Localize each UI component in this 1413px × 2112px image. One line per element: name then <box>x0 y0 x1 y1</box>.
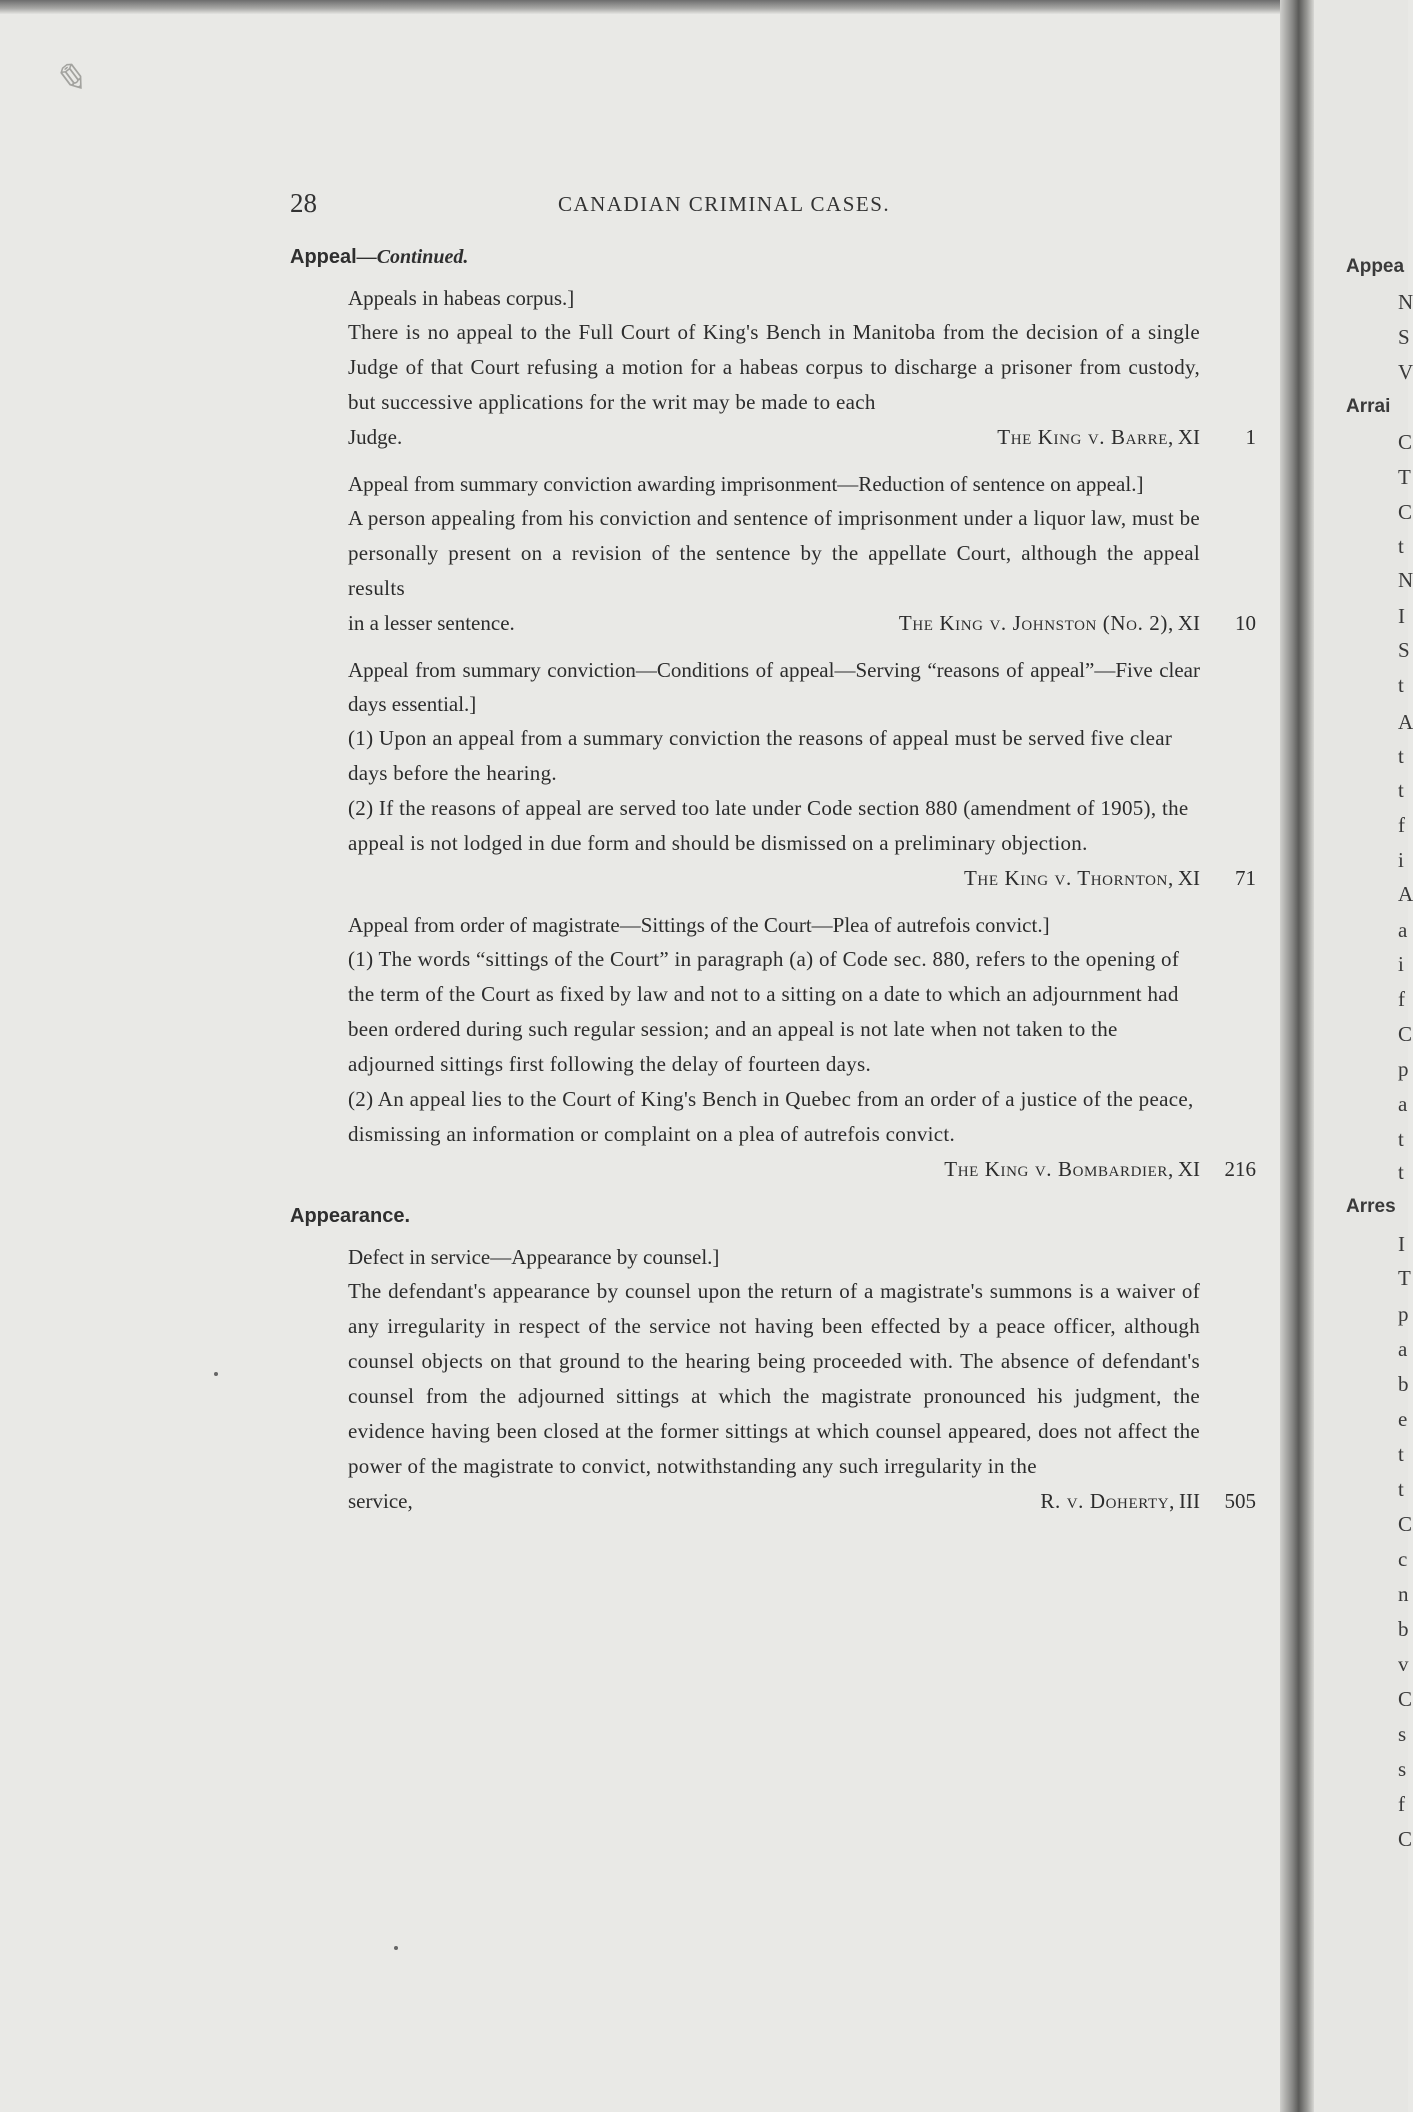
citation-reference <box>944 1152 1200 1187</box>
report-page-number: 71 <box>1235 866 1256 890</box>
case-name: The King v. Johnston (No. 2), <box>898 611 1174 635</box>
digest-entry <box>348 1240 1256 1519</box>
facing-page-letter: f <box>1398 1792 1405 1816</box>
page-number: 28 <box>290 188 317 218</box>
report-page-number: 1 <box>1245 425 1256 449</box>
entry-headnote: Appeals in habeas corpus.] <box>348 286 575 310</box>
digest-section <box>290 1205 1280 1519</box>
entry-paragraph: (2) An appeal lies to the Court of King's Bench in Quebec from an order of a justice of the peace, dismissing an information or complaint on a plea of autrefois convict. <box>348 1087 1194 1146</box>
digest-entry <box>348 908 1256 1187</box>
case-name: R. v. Doherty, <box>1040 1489 1176 1513</box>
facing-page-letter: e <box>1398 1407 1408 1431</box>
facing-page-letter: C <box>1398 1827 1413 1851</box>
citation-reference <box>997 420 1200 455</box>
volume-number: XI <box>1177 611 1200 635</box>
scan-speck <box>214 1372 218 1376</box>
case-citation <box>348 1152 1256 1187</box>
margin-pencil-mark: ✎ <box>52 56 86 102</box>
digest-entry <box>348 467 1256 641</box>
facing-page-letter: a <box>1398 1092 1408 1116</box>
report-page-number: 10 <box>1235 611 1256 635</box>
case-citation <box>348 420 1256 455</box>
entry-paragraph: (2) If the reasons of appeal are served too late under Code section 880 (amendment of 1905), the appeal is not lodged in due form and should be dismissed on a preliminary objection. <box>348 796 1189 855</box>
facing-page-letter: t <box>1398 1442 1404 1466</box>
facing-page-letter: s <box>1398 1722 1407 1746</box>
scan-edge <box>0 0 1408 14</box>
entry-paragraph: A person appealing from his conviction and sentence of imprisonment under a liquor law, must be personally present on a revision of the sentence by the appellate Court, although the appeal results <box>348 506 1200 600</box>
book-gutter <box>1280 0 1314 2112</box>
volume-number: XI <box>1177 425 1200 449</box>
entry-headnote: Appeal from order of magistrate—Sittings of the Court—Plea of autrefois convict.] <box>348 913 1050 937</box>
facing-page-letter: T <box>1398 465 1411 489</box>
facing-page-letter: N <box>1398 568 1413 592</box>
facing-page-heading: Arres <box>1346 1196 1396 1217</box>
scan-speck <box>394 1946 398 1950</box>
digest-entry <box>348 653 1256 896</box>
facing-page-letter: C <box>1398 1512 1413 1536</box>
entry-paragraph: (1) The words “sittings of the Court” in paragraph (a) of Code sec. 880, refers to the opening of the term of the Court as fixed by law and not to a sitting on a date to which an adjournment had been ordered during such regular session; and an appeal is not late when not taken to the adjourned sittings first following the delay of fourteen days. <box>348 947 1180 1076</box>
facing-page-letter: a <box>1398 1337 1408 1361</box>
facing-page-letter: A <box>1398 882 1413 906</box>
case-citation <box>348 861 1256 896</box>
section-heading <box>290 246 1280 269</box>
facing-page-letter: C <box>1398 1687 1413 1711</box>
facing-page-letter: b <box>1398 1372 1409 1396</box>
entry-paragraph: The defendant's appearance by counsel upon the return of a magistrate's summons is a waiver of any irregularity in respect of the service not having been effected by a peace officer, although counsel objects on that ground to the hearing being proceeded with. The absence of defendant's counsel from the adjourned sittings at which the magistrate pronounced his judgment, the evidence having been closed at the former sittings at which counsel appeared, does not affect the power of the magistrate to convict, notwithstanding any such irregularity in the <box>348 1279 1200 1478</box>
entry-paragraph: There is no appeal to the Full Court of King's Bench in Manitoba from the decision of a single Judge of that Court refusing a motion for a habeas corpus to discharge a prisoner from custody, but successive applications for the writ may be made to each <box>348 320 1200 414</box>
section-heading-text: Appearance. <box>290 1205 411 1227</box>
facing-page-letter: t <box>1398 534 1404 558</box>
digest-body <box>290 246 1280 1519</box>
citation-reference <box>899 606 1200 641</box>
section-heading <box>290 1205 1280 1228</box>
citation-reference <box>964 861 1200 896</box>
facing-page-letter: f <box>1398 813 1405 837</box>
volume-number: XI <box>1177 866 1200 890</box>
paragraph-tail: Judge. <box>348 425 403 449</box>
facing-page-letter: b <box>1398 1617 1409 1641</box>
facing-page-letter: c <box>1398 1547 1408 1571</box>
facing-page-letter: t <box>1398 778 1404 802</box>
entry-paragraph: (1) Upon an appeal from a summary conviction the reasons of appeal must be served five clear days before the hearing. <box>348 726 1173 785</box>
facing-page-letter: s <box>1398 1757 1407 1781</box>
facing-page-letter: t <box>1398 1477 1404 1501</box>
digest-section <box>290 246 1280 1187</box>
facing-page-letter: I <box>1398 1232 1405 1256</box>
entry-headnote: Appeal from summary conviction awarding imprisonment—Reduction of sentence on appeal.] <box>348 472 1144 496</box>
facing-page-letter: S <box>1398 638 1410 662</box>
citation-reference <box>1040 1484 1200 1519</box>
case-citation <box>348 606 1256 641</box>
facing-page-letter: T <box>1398 1266 1411 1290</box>
paragraph-tail: service, <box>348 1489 413 1513</box>
facing-page-letter: t <box>1398 673 1404 697</box>
facing-page-letter: p <box>1398 1057 1409 1081</box>
facing-page-letter: V <box>1398 360 1413 384</box>
section-heading-text: Appeal <box>290 246 357 268</box>
book-page <box>290 188 1280 1519</box>
facing-page-letter: t <box>1398 1127 1404 1151</box>
entry-headnote: Defect in service—Appearance by counsel.] <box>348 1245 720 1269</box>
facing-page-letter: a <box>1398 918 1408 942</box>
case-name: The King v. Bombardier, <box>944 1157 1174 1181</box>
facing-page-letter: I <box>1398 604 1405 628</box>
facing-page-letter: C <box>1398 500 1413 524</box>
digest-entry <box>348 281 1256 455</box>
facing-page-letter: v <box>1398 1652 1409 1676</box>
facing-page-heading: Arrai <box>1346 396 1391 417</box>
case-name: The King v. Thornton, <box>963 866 1174 890</box>
case-name: The King v. Barre, <box>997 425 1174 449</box>
facing-page-letter: t <box>1398 1160 1404 1184</box>
volume-number: III <box>1179 1489 1200 1513</box>
report-page-number: 216 <box>1224 1157 1256 1181</box>
facing-page-letter: f <box>1398 987 1405 1011</box>
facing-page-letter: C <box>1398 1022 1413 1046</box>
facing-page-letter: C <box>1398 430 1413 454</box>
facing-page-fragment <box>1314 0 1413 2112</box>
section-continued-label: —Continued. <box>356 246 469 268</box>
facing-page-letter: t <box>1398 744 1404 768</box>
facing-page-heading: Appea <box>1346 256 1405 277</box>
running-head <box>290 188 1280 228</box>
facing-page-letter: i <box>1398 848 1404 872</box>
facing-page-letter: S <box>1398 325 1410 349</box>
case-citation <box>348 1484 1256 1519</box>
paragraph-tail: in a lesser sentence. <box>348 611 515 635</box>
journal-title: CANADIAN CRIMINAL CASES. <box>558 192 891 216</box>
facing-page-letter: N <box>1398 290 1413 314</box>
facing-page-letter: i <box>1398 952 1404 976</box>
facing-page-letter: A <box>1398 710 1413 734</box>
volume-number: XI <box>1177 1157 1200 1181</box>
entry-headnote: Appeal from summary conviction—Conditions of appeal—Serving “reasons of appeal”—Five clear days essential.] <box>348 658 1200 716</box>
facing-page-letter: n <box>1398 1582 1409 1606</box>
report-page-number: 505 <box>1224 1489 1256 1513</box>
facing-page-letter: p <box>1398 1302 1409 1326</box>
